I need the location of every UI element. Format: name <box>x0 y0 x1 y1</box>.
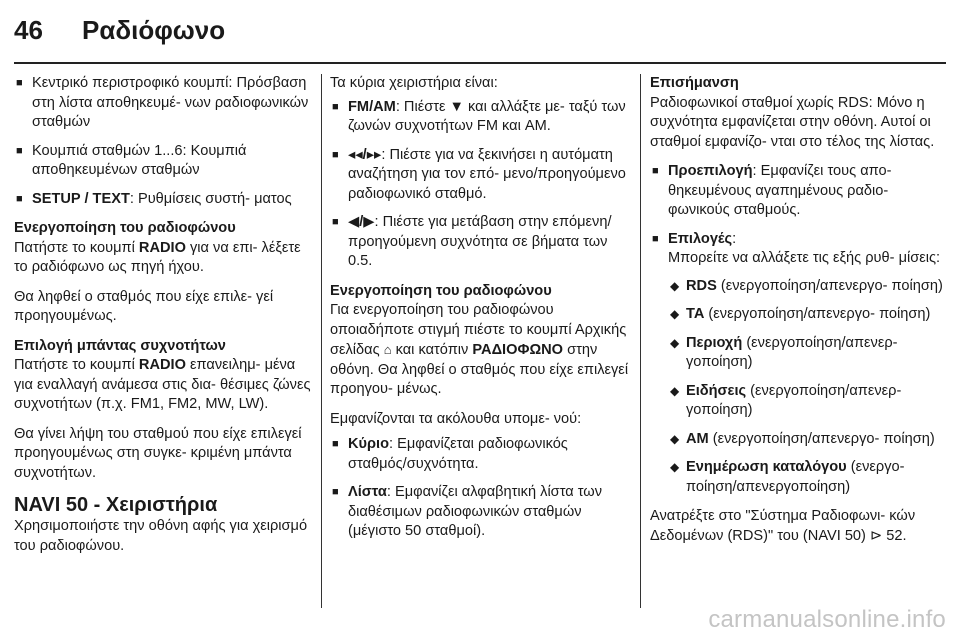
bullet-diamond-icon: ◆ <box>670 307 680 321</box>
section-radio-on: Ενεργοποίηση του ραδιοφώνου Πατήστε το κουμπί RADIO για να επι- λέξετε το ραδιόφωνο ως πηγή ήχου. <box>14 219 314 278</box>
list-item: ■ SETUP / TEXT: Ρυθμίσεις συστή- ματος <box>14 190 314 210</box>
bullet-square-icon: ■ <box>332 216 339 228</box>
list-item: ■ Κύριο: Εμφανίζεται ραδιοφωνικός σταθμός/συχνότητα. <box>332 436 568 472</box>
home-icon: ⌂ <box>383 342 392 357</box>
cross-reference: Ανατρέξτε στο "Σύστημα Ραδιοφωνι- κών Δεδομένων (RDS)" του (NAVI 50) ⊳ 52. <box>650 508 916 544</box>
list-item: ◆ TA (ενεργοποίηση/απενεργο- ποίηση) <box>668 305 950 325</box>
list-item: ■ FM/AM: Πιέστε ▼ και αλλάξτε με- ταξύ των ζωνών συχνοτήτων FM και AM. <box>332 98 626 134</box>
list-item: ◆ Ενημέρωση καταλόγου (ενεργο- ποίηση/απενεργοποίηση) <box>670 459 905 495</box>
bullet-square-icon: ■ <box>332 486 339 498</box>
list-item: ■ ◀/▶: Πιέστε για μετάβαση στην επόμενη/προηγούμενη συχνότητα σε βήματα των 0.5. <box>332 214 612 269</box>
page-header <box>0 0 960 62</box>
bullet-diamond-icon: ◆ <box>670 335 680 350</box>
bullet-square-icon: ■ <box>16 192 23 205</box>
paragraph: Εμφανίζονται τα ακόλουθα υπομε- νού: <box>330 410 582 427</box>
settings-sublist <box>668 277 950 498</box>
bullet-diamond-icon: ◆ <box>670 278 680 293</box>
bullet-diamond-icon: ◆ <box>670 383 680 398</box>
column-2 <box>330 74 630 552</box>
list-item: ■ Επιλογές: Μπορείτε να αλλάξετε τις εξής ρυθ- μίσεις: ◆ RDS (ενεργοποίηση/απενεργο- ποίηση) ◆ TA (ενεργοποίηση/απενεργο- ποίηση) ◆ Περιοχή (ενεργοποίηση/απενερ- γοποίηση) ◆ Ειδήσεις (ενεργοποίηση/απενερ- γοποίηση) ◆ AM (ενεργοποίηση/απενεργο- ποίηση) ◆ Ενημέρωση καταλόγου (ενεργο- ποίηση/απενεργοποίηση) <box>650 230 950 498</box>
header-divider <box>14 62 946 64</box>
list-item: ◆ Ειδήσεις (ενεργοποίηση/απενερ- γοποίηση) <box>670 382 902 418</box>
paragraph: Τα κύρια χειριστήρια είναι: <box>330 75 498 91</box>
list-item: ◆ RDS (ενεργοποίηση/απενεργο- ποίηση) <box>668 277 950 297</box>
note-heading: Επισήμανση <box>650 75 739 91</box>
menu-options-list <box>650 162 950 497</box>
list-item: ■ Κεντρικό περιστροφικό κουμπί: Πρόσβαση στη λίστα αποθηκευμέ- νων ραδιοφωνικών σταθμών <box>16 75 309 130</box>
list-item: ■ Κουμπιά σταθμών 1...6: Κουμπιά αποθηκευμένων σταθμών <box>16 142 247 178</box>
bullet-diamond-icon: ◆ <box>670 460 680 474</box>
page-reference-icon: ⊳ <box>869 527 883 544</box>
controls-list <box>14 74 314 209</box>
main-controls-list <box>330 98 630 272</box>
bullet-square-icon: ■ <box>652 165 659 177</box>
column-divider-2 <box>640 74 641 608</box>
watermark: carmanualsonline.info <box>708 606 946 633</box>
list-item: ■ Προεπιλογή: Εμφανίζει τους απο- θηκευμένους αγαπημένους ραδιο- φωνικούς σταθμούς. <box>652 163 892 218</box>
list-item: ◆ Περιοχή (ενεργοποίηση/απενερ- γοποίηση) <box>670 334 898 370</box>
column-1 <box>14 74 314 566</box>
note-block: Επισήμανση Ραδιοφωνικοί σταθμοί χωρίς RDS: Μόνο η συχνότητα εμφανίζεται στην οθόνη. Αυτοί οι σταθμοί εμφανίζο- νται στο τέλος της λίστας. <box>650 74 950 152</box>
bullet-square-icon: ■ <box>332 438 339 450</box>
section-heading: NAVI 50 - Χειριστήρια <box>14 494 218 516</box>
section-navi-controls: NAVI 50 - Χειριστήρια Χρησιμοποιήστε την οθόνη αφής για χειρισμό του ραδιοφώνου. <box>14 493 314 556</box>
page-reference-link[interactable]: 52. <box>882 527 907 544</box>
list-item: ■ ◂◂/▸▸: Πιέστε για να ξεκινήσει η αυτόματη αναζήτηση για τον επό- μενο/προηγούμενο ραδιοφωνικό σταθμό. <box>332 146 626 202</box>
bullet-square-icon: ■ <box>16 144 23 157</box>
page-number: 46 <box>14 15 43 45</box>
bullet-square-icon: ■ <box>16 77 23 89</box>
submenu-list <box>330 435 630 542</box>
list-item: ■ Λίστα: Εμφανίζει αλφαβητική λίστα των διαθέσιμων ραδιοφωνικών σταθμών (μέγιστο 50 σταθμοί). <box>332 484 602 539</box>
list-item: ◆ AM (ενεργοποίηση/απενεργο- ποίηση) <box>668 430 950 450</box>
bullet-diamond-icon: ◆ <box>670 431 680 446</box>
column-divider-1 <box>321 74 322 608</box>
bullet-square-icon: ■ <box>332 100 339 113</box>
section-heading: Επιλογή μπάντας συχνοτήτων <box>14 337 226 354</box>
column-3 <box>650 74 950 556</box>
section-heading: Ενεργοποίηση του ραδιοφώνου <box>330 282 552 299</box>
page-title: Ραδιόφωνο <box>82 15 226 45</box>
section-radio-activate: Ενεργοποίηση του ραδιοφώνου Για ενεργοποίηση του ραδιοφώνου οποιαδήποτε στιγμή πιέστε το κουμπί Αρχικής σελίδας ⌂ και κατόπιν ΡΑΔΙΟΦΩΝΟ στην οθόνη. Θα ληφθεί ο σταθμός που είχε επιλεγεί προηγου- μένως. <box>330 282 629 397</box>
section-heading: Ενεργοποίηση του ραδιοφώνου <box>14 220 236 236</box>
bullet-square-icon: ■ <box>652 232 659 245</box>
section-band-select: Επιλογή μπάντας συχνοτήτων Πατήστε το κουμπί RADIO επανειλημ- μένα για εναλλαγή ανάμεσα στις δια- θέσιμες ζώνες συχνοτήτων (π.χ. FM1, FM2, MW, LW). <box>14 337 314 415</box>
paragraph: Θα ληφθεί ο σταθμός που είχε επιλε- γεί προηγουμένως. <box>14 288 274 324</box>
options-description: Μπορείτε να αλλάξετε τις εξής ρυθ- μίσεις: <box>668 250 941 266</box>
bullet-square-icon: ■ <box>332 148 339 161</box>
paragraph: Θα γίνει λήψη του σταθμού που είχε επιλεγεί προηγουμένως στη συγκε- κριμένη μπάντα συχνοτήτων. <box>14 425 302 481</box>
